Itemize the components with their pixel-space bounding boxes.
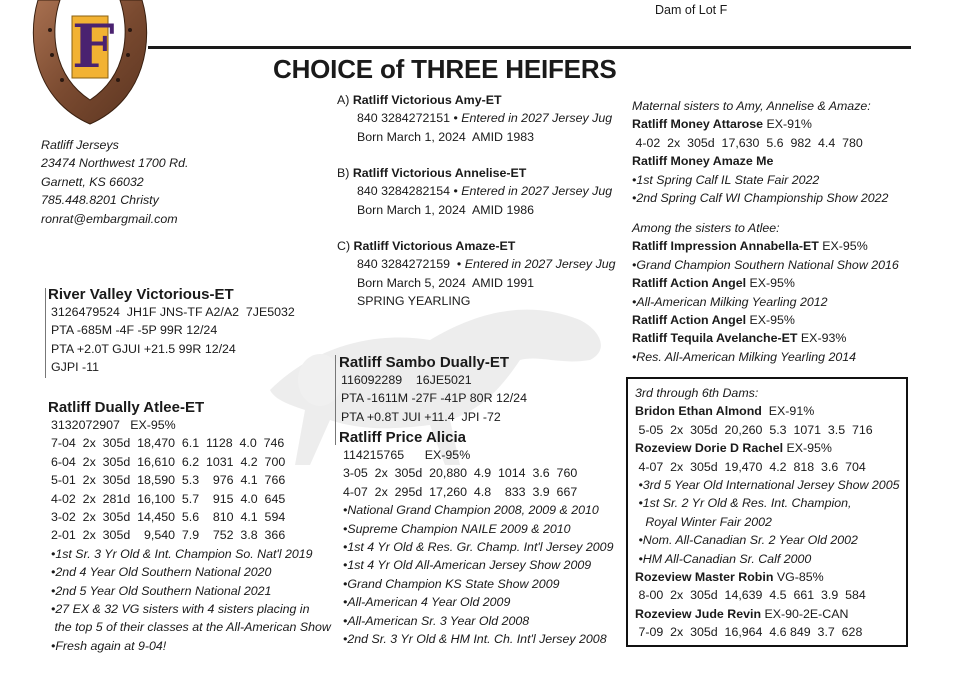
dam-sire-block bbox=[339, 354, 527, 426]
granddam-honor: •Supreme Champion NAILE 2009 & 2010 bbox=[343, 521, 571, 536]
granddam-honor: •Grand Champion KS State Show 2009 bbox=[343, 576, 560, 591]
sire-block bbox=[48, 286, 295, 377]
choice-a bbox=[337, 91, 612, 146]
maternal-heading: Maternal sisters to Amy, Annelise & Amaze: bbox=[632, 99, 871, 113]
dam-ancestor-honor: •HM All-Canadian Sr. Calf 2000 bbox=[635, 551, 812, 566]
page-title: CHOICE of THREE HEIFERS bbox=[273, 54, 617, 84]
choice-born: Born March 5, 2024 AMID 1991 bbox=[357, 275, 535, 290]
pedigree-connector-sire bbox=[45, 288, 46, 378]
dam-record: 6-04 2x 305d 16,610 6.2 1031 4.2 700 bbox=[51, 454, 286, 469]
dam-ancestor-name: Rozeview Dorie D Rachel bbox=[635, 441, 784, 456]
contact-line: Garnett, KS 66032 bbox=[41, 174, 144, 189]
dam-ancestor-record: 5-05 2x 305d 20,260 5.3 1071 3.5 716 bbox=[635, 422, 873, 437]
dam-ancestor-honor: •1st Sr. 2 Yr Old & Res. Int. Champion, bbox=[635, 496, 852, 511]
contact-email: ronrat@embargmail.com bbox=[41, 211, 178, 226]
choice-name: Ratliff Victorious Amaze-ET bbox=[353, 239, 516, 253]
choice-name: Ratliff Victorious Amy-ET bbox=[352, 93, 502, 107]
sister-record: 4-02 2x 305d 17,630 5.6 982 4.4 780 bbox=[632, 135, 863, 150]
dam-ancestor-record: 8-00 2x 305d 14,639 4.5 661 3.9 584 bbox=[635, 588, 866, 603]
choice-reg: 840 3284272151 • bbox=[357, 111, 462, 126]
granddam-honor: •1st 4 Yr Old & Res. Gr. Champ. Int'l Jersey 2009 bbox=[343, 540, 614, 555]
dam-ancestor-record: 7-09 2x 305d 16,964 4.6 849 3.7 628 bbox=[635, 625, 863, 640]
dam-record: 4-02 2x 281d 16,100 5.7 915 4.0 645 bbox=[51, 491, 286, 506]
sister-honor: •2nd Spring Calf WI Championship Show 2022 bbox=[632, 191, 889, 206]
sister-honor: •Res. All-American Milking Yearling 2014 bbox=[632, 349, 857, 364]
granddam-honor: •2nd Sr. 3 Yr Old & HM Int. Ch. Int'l Jersey 2008 bbox=[343, 632, 607, 647]
choice-entry: Entered in 2027 Jersey Jug bbox=[461, 184, 613, 199]
header-rule bbox=[148, 46, 911, 49]
dams-box bbox=[626, 377, 908, 647]
dam-honor: •2nd 5 Year Old Southern National 2021 bbox=[51, 583, 272, 598]
dam-ancestor-honor: Royal Winter Fair 2002 bbox=[635, 514, 772, 529]
sister-honor: •All-American Milking Yearling 2012 bbox=[632, 294, 828, 309]
dam-ancestor-name: Rozeview Master Robin bbox=[635, 570, 774, 585]
granddam-honor: •All-American Sr. 3 Year Old 2008 bbox=[343, 613, 530, 628]
dam-sire-name: Ratliff Sambo Dually-ET bbox=[339, 354, 510, 371]
dam-ancestor-score: VG-85% bbox=[773, 570, 824, 585]
dam-honor: the top 5 of their classes at the All-American Show bbox=[51, 620, 331, 635]
dam-record: 7-04 2x 305d 18,470 6.1 1128 4.0 746 bbox=[51, 436, 285, 451]
dam-honor: •2nd 4 Year Old Southern National 2020 bbox=[51, 565, 272, 580]
dams-heading: 3rd through 6th Dams: bbox=[635, 386, 759, 400]
dam-ancestor-name: Bridon Ethan Almond bbox=[635, 404, 762, 419]
dam-ancestor-score: EX-90-2E-CAN bbox=[761, 606, 849, 621]
sister-score: EX-95% bbox=[746, 276, 795, 291]
choice-letter: A) bbox=[337, 93, 350, 107]
sister-name: Ratliff Tequila Avelanche-ET bbox=[632, 331, 798, 346]
sire-line: 3126479524 JH1F JNS-TF A2/A2 7JE5032 bbox=[51, 305, 295, 319]
dam-honor: •Fresh again at 9-04! bbox=[51, 638, 167, 653]
granddam-record: 4-07 2x 295d 17,260 4.8 833 3.9 667 bbox=[343, 484, 578, 499]
granddam-name: Ratliff Price Alicia bbox=[339, 429, 466, 446]
contact-block bbox=[41, 136, 188, 228]
choice-reg: 840 3284282154 • bbox=[357, 184, 462, 199]
dam-ancestor-honor: •3rd 5 Year Old International Jersey Show 2005 bbox=[635, 478, 900, 493]
choice-reg: 840 3284272159 • bbox=[357, 257, 465, 272]
sister-name: Ratliff Action Angel bbox=[632, 313, 747, 328]
contact-line: 785.448.8201 Christy bbox=[41, 193, 159, 208]
dam-line: 3132072907 EX-95% bbox=[51, 418, 176, 432]
pedigree-connector-dam-sire bbox=[335, 355, 336, 445]
maternal-sisters-block bbox=[632, 97, 888, 207]
dam-sire-line: 116092289 16JE5021 bbox=[341, 373, 472, 387]
dam-honor: •1st Sr. 3 Yr Old & Int. Champion So. Nat'l 2019 bbox=[51, 546, 313, 561]
dam-ancestor-honor: •Nom. All-Canadian Sr. 2 Year Old 2002 bbox=[635, 533, 858, 548]
choice-letter: B) bbox=[337, 166, 350, 180]
granddam-honor: •1st 4 Yr Old All-American Jersey Show 2009 bbox=[343, 558, 592, 573]
atlee-heading: Among the sisters to Atlee: bbox=[632, 221, 780, 235]
sister-score: EX-95% bbox=[746, 313, 795, 328]
dam-honor: •27 EX & 32 VG sisters with 4 sisters placing in bbox=[51, 602, 310, 617]
dam-name: Ratliff Dually Atlee-ET bbox=[48, 399, 205, 416]
dam-record: 3-02 2x 305d 14,450 5.6 810 4.1 594 bbox=[51, 510, 286, 525]
sister-honor: •1st Spring Calf IL State Fair 2022 bbox=[632, 172, 820, 187]
sire-line: PTA -685M -4F -5P 99R 12/24 bbox=[51, 323, 218, 338]
dam-sire-line: PTA -1611M -27F -41P 80R 12/24 bbox=[341, 391, 527, 406]
contact-line: 23474 Northwest 1700 Rd. bbox=[41, 156, 189, 171]
sister-honor: •Grand Champion Southern National Show 2016 bbox=[632, 257, 899, 272]
dam-sire-line: PTA +0.8T JUI +11.4 JPI -72 bbox=[341, 409, 501, 424]
granddam-honor: •All-American 4 Year Old 2009 bbox=[343, 595, 511, 610]
choice-entry: Entered in 2027 Jersey Jug bbox=[464, 257, 616, 272]
granddam-block bbox=[339, 429, 613, 648]
top-right-note: Dam of Lot F bbox=[655, 3, 728, 17]
sister-score: EX-95% bbox=[818, 239, 868, 254]
sister-name: Ratliff Action Angel bbox=[632, 276, 747, 291]
dam-record: 5-01 2x 305d 18,590 5.3 976 4.1 766 bbox=[51, 473, 286, 488]
choice-born: Born March 1, 2024 AMID 1986 bbox=[357, 202, 535, 217]
choice-b bbox=[337, 164, 612, 219]
choice-name: Ratliff Victorious Annelise-ET bbox=[352, 166, 527, 180]
granddam-record: 3-05 2x 305d 20,880 4.9 1014 3.6 760 bbox=[343, 466, 578, 481]
farm-logo bbox=[30, 0, 150, 125]
sister-score: EX-93% bbox=[797, 331, 847, 346]
sister-name: Ratliff Impression Annabella-ET bbox=[632, 239, 819, 254]
sire-line: PTA +2.0T GJUI +21.5 99R 12/24 bbox=[51, 341, 236, 356]
dam-block bbox=[48, 399, 331, 655]
choice-born: Born March 1, 2024 AMID 1983 bbox=[357, 129, 535, 144]
choice-extra: SPRING YEARLING bbox=[357, 294, 471, 309]
dam-ancestor-score: EX-91% bbox=[761, 404, 815, 419]
granddam-line: 114215765 EX-95% bbox=[343, 448, 471, 462]
sire-line: GJPI -11 bbox=[51, 360, 99, 375]
logo-letter: F bbox=[72, 12, 115, 82]
atlee-sisters-block bbox=[632, 219, 899, 366]
dam-ancestor-name: Rozeview Jude Revin bbox=[635, 606, 762, 621]
contact-line: Ratliff Jerseys bbox=[41, 138, 119, 152]
choice-letter: C) bbox=[337, 239, 351, 253]
choice-c bbox=[337, 237, 616, 311]
sister-name: Ratliff Money Attarose bbox=[632, 117, 764, 132]
sister-score: EX-91% bbox=[763, 117, 812, 132]
choice-entry: Entered in 2027 Jersey Jug bbox=[461, 111, 613, 126]
dam-record: 2-01 2x 305d 9,540 7.9 752 3.8 366 bbox=[51, 528, 286, 543]
dam-ancestor-score: EX-95% bbox=[783, 441, 832, 456]
sire-name: River Valley Victorious-ET bbox=[48, 286, 234, 303]
granddam-honor: •National Grand Champion 2008, 2009 & 2010 bbox=[343, 503, 599, 518]
dam-ancestor-record: 4-07 2x 305d 19,470 4.2 818 3.6 704 bbox=[635, 459, 866, 474]
sister-name: Ratliff Money Amaze Me bbox=[632, 154, 774, 169]
